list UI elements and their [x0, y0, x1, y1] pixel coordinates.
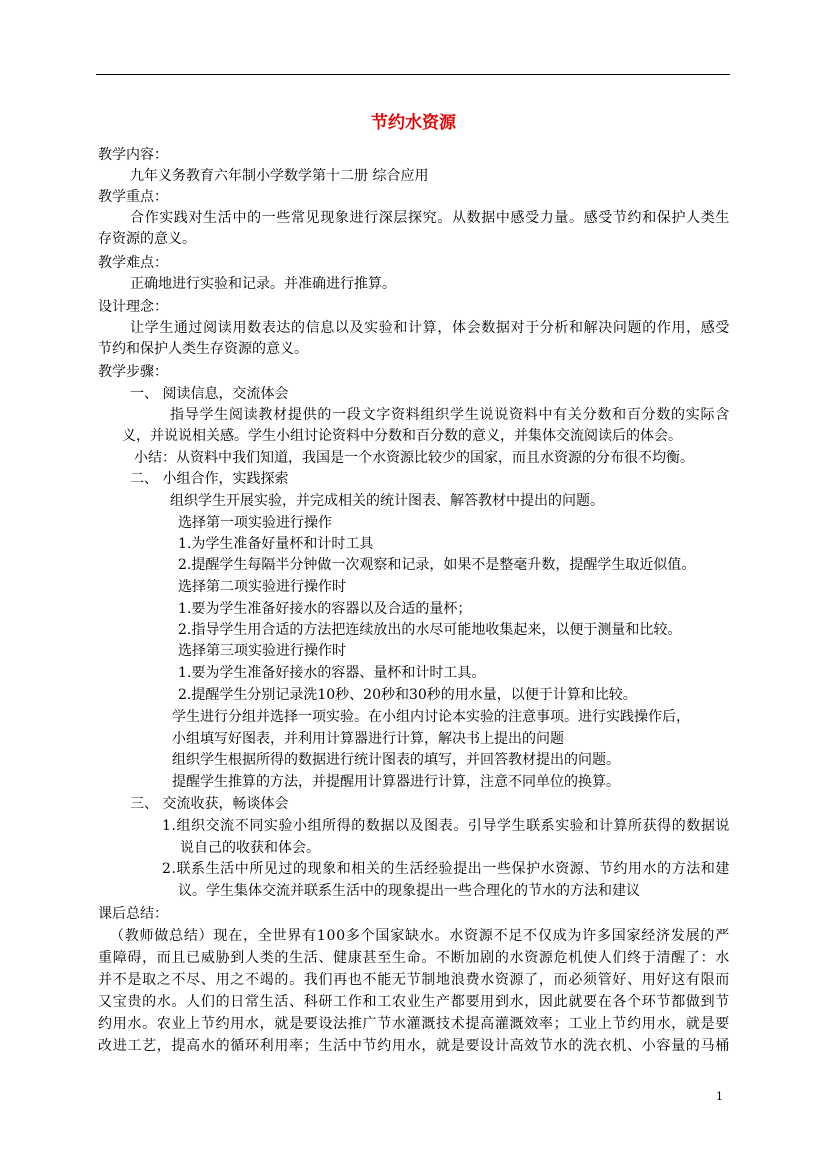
text-line: 2.提醒学生每隔半分钟做一次观察和记录，如果不是整毫升数，提醒学生取近似值。: [178, 557, 696, 573]
header-rule: [96, 74, 730, 75]
text-line: 课后总结：: [98, 906, 168, 922]
text-line: 提醒学生推算的方法，并提醒用计算器进行计算，注意不同单位的换算。: [172, 774, 620, 790]
text-line: 又宝贵的水。人们的日常生活、科研工作和工农业生产都要用到水，因此就要在各个环节都做到节: [98, 994, 730, 1010]
text-line: 1.为学生准备好量杯和计时工具: [178, 536, 374, 552]
text-line: 说自己的收获和体会。: [180, 840, 320, 856]
text-line: 组织学生开展实验，并完成相关的统计图表、解答教材中提出的问题。: [170, 493, 604, 509]
text-line: 合作实践对生活中的一些常见现象进行深层探究。从数据中感受力量。感受节约和保护人类生: [130, 210, 730, 226]
text-line: 让学生通过阅读用数表达的信息以及实验和计算，体会数据对于分析和解决问题的作用，感受: [130, 320, 730, 336]
text-line: 1.要为学生准备好接水的容器、量杯和计时工具。: [178, 665, 486, 681]
text-line: 约用水。农业上节约用水，就是要设法推广节水灌溉技术提高灌溉效率；工业上节约用水，就是要: [98, 1016, 730, 1032]
text-line: 节约和保护人类生存资源的意义。: [98, 341, 308, 357]
text-line: 教学难点：: [98, 255, 168, 271]
text-line: 设计理念：: [98, 299, 168, 315]
text-line: 义，并说说相关感。学生小组讨论资料中分数和百分数的意义，并集体交流阅读后的体会。: [122, 428, 682, 444]
text-line: 教学内容：: [98, 147, 168, 163]
page-number: 1: [716, 1090, 723, 1103]
text-line: 组织学生根据所得的数据进行统计图表的填写，并回答教材提出的问题。: [172, 752, 620, 768]
text-line: 存资源的意义。: [98, 231, 196, 247]
text-line: 2.提醒学生分别记录洗10秒、20秒和30秒的用水量，以便于计算和比较。: [178, 687, 637, 703]
text-line: 三、 交流收获，畅谈体会: [130, 796, 289, 812]
text-line: 教学重点：: [98, 189, 168, 205]
text-line: 2.联系生活中所见过的现象和相关的生活经验提出一些保护水资源、节约用水的方法和建: [162, 861, 730, 877]
text-line: 学生进行分组并选择一项实验。在小组内讨论本实验的注意事项。进行实践操作后，: [172, 709, 690, 725]
text-line: 2.指导学生用合适的方法把连续放出的水尽可能地收集起来，以便于测量和比较。: [178, 622, 682, 638]
text-line: 小组填写好图表，并利用计算器进行计算，解决书上提出的问题: [172, 731, 564, 747]
text-line: 二、 小组合作，实践探索: [130, 471, 289, 487]
text-line: 改进工艺，提高水的循环利用率；生活中节约用水，就是要设计高效节水的洗衣机、小容量的马桶: [98, 1038, 730, 1054]
text-line: 并不是取之不尽、用之不竭的。我们再也不能无节制地浪费水资源了，而必须管好、用好这有限而: [98, 972, 730, 988]
text-line: 议。学生集体交流并联系生活中的现象提出一些合理化的节水的方法和建议: [178, 883, 640, 899]
text-line: 九年义务教育六年制小学数学第十二册 综合应用: [130, 168, 429, 184]
text-line: 一、 阅读信息，交流体会: [130, 386, 289, 402]
text-line: 选择第三项实验进行操作时: [178, 643, 346, 659]
text-line: （教师做总结）现在，全世界有100多个国家缺水。水资源不足不仅成为许多国家经济发展的严: [110, 928, 730, 944]
text-line: 选择第二项实验进行操作时: [178, 579, 346, 595]
text-line: 小结：从资料中我们知道，我国是一个水资源比较少的国家，而且水资源的分布很不均衡。: [134, 450, 694, 466]
text-line: 1.组织交流不同实验小组所得的数据以及图表。引导学生联系实验和计算所获得的数据说: [162, 818, 730, 834]
text-line: 1.要为学生准备好接水的容器以及合适的量杯；: [178, 601, 472, 617]
text-line: 重障碍，而且已威胁到人类的生活、健康甚至生命。不断加剧的水资源危机使人们终于清醒了：水: [98, 950, 730, 966]
text-line: 选择第一项实验进行操作: [178, 515, 332, 531]
text-line: 正确地进行实验和记录。并准确进行推算。: [130, 276, 396, 292]
text-line: 教学步骤：: [98, 364, 168, 380]
text-line: 指导学生阅读教材提供的一段文字资料组织学生说说资料中有关分数和百分数的实际含: [170, 407, 730, 423]
document-title: 节约水资源: [371, 113, 456, 133]
